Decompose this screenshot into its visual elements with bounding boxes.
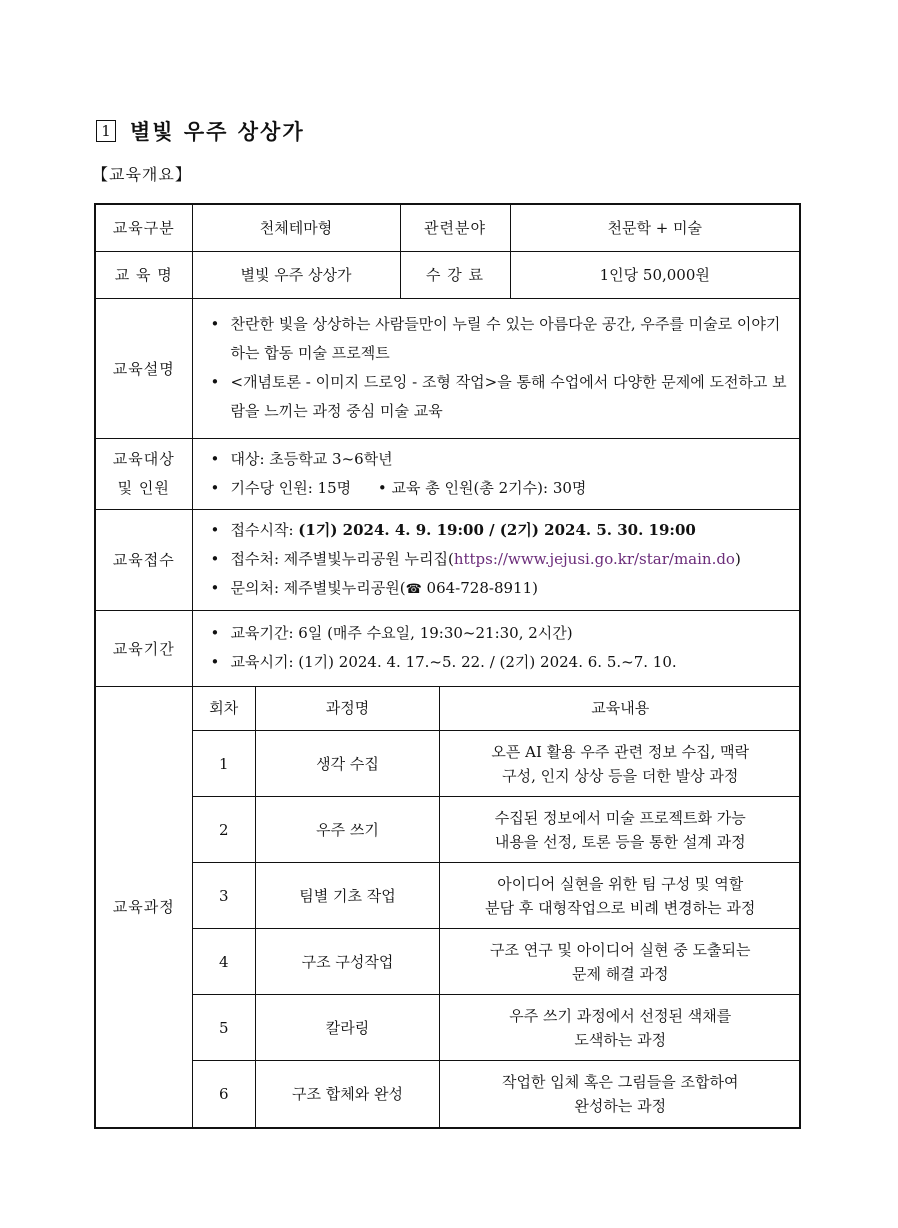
row-registration	[95, 509, 800, 610]
row-category	[95, 204, 800, 251]
category-value: 천체테마형	[192, 204, 400, 251]
period-schedule: • 교육시기: (1기) 2024. 4. 17.~5. 22. / (2기) 2024. 6. 5.~7. 10.	[211, 648, 788, 677]
registration-start	[211, 516, 788, 545]
course-content-line: 내용을 선정, 토론 등을 통한 설계 과정	[494, 832, 746, 851]
registration-place-prefix: 접수처: 제주별빛누리공원 누리집(	[230, 549, 454, 568]
course-content	[440, 995, 801, 1061]
table-row	[193, 797, 801, 863]
overview-table	[94, 203, 801, 1129]
target-counts	[211, 474, 788, 503]
course-content-line: 수집된 정보에서 미술 프로젝트화 가능	[494, 808, 746, 827]
registration-start-prefix: 접수시작:	[230, 520, 299, 539]
course-content-line: 분담 후 대형작업으로 비례 변경하는 과정	[485, 898, 756, 917]
period-duration: • 교육기간: 6일 (매주 수요일, 19:30~21:30, 2시간)	[211, 619, 788, 648]
row-name	[95, 251, 800, 298]
registration-place	[211, 545, 788, 574]
field-label: 관련분야	[400, 204, 510, 251]
table-row	[193, 929, 801, 995]
name-label: 교 육 명	[95, 251, 192, 298]
description-item-1: • 찬란한 빛을 상상하는 사람들만이 누릴 수 있는 아름다운 공간, 우주를 미술로 이야기하는 합동 미술 프로젝트	[211, 310, 788, 368]
course-name: 구조 합체와 완성	[256, 1061, 440, 1127]
per-cohort-count: 기수당 인원: 15명	[230, 478, 352, 497]
session-number: 5	[193, 995, 256, 1061]
session-number: 1	[193, 731, 256, 797]
registration-content	[192, 509, 800, 610]
fee-value: 1인당 50,000원	[510, 251, 800, 298]
description-item-2: • <개념토론 - 이미지 드로잉 - 조형 작업>을 통해 수업에서 다양한 문제에 도전하고 보람을 느끼는 과정 중심 미술 교육	[211, 368, 788, 426]
curriculum-header-row	[193, 687, 801, 731]
course-content-line: 도색하는 과정	[574, 1030, 667, 1049]
course-content-line: 우주 쓰기 과정에서 선정된 색채를	[509, 1006, 732, 1025]
period-content	[192, 610, 800, 686]
program-title: 별빛 우주 상상가	[130, 119, 305, 144]
row-period	[95, 610, 800, 686]
header-course-name: 과정명	[256, 687, 440, 731]
registration-start-value: (1기) 2024. 4. 9. 19:00 / (2기) 2024. 5. 30. 19:00	[298, 520, 696, 539]
row-description	[95, 298, 800, 438]
description-content	[192, 298, 800, 438]
registration-contact-prefix: 문의처: 제주별빛누리공원(	[230, 578, 406, 597]
registration-place-suffix: )	[734, 549, 741, 568]
target-label-line1: 교육대상	[112, 449, 175, 468]
course-content	[440, 863, 801, 929]
course-content-line: 구성, 인지 상상 등을 더한 발상 과정	[502, 766, 739, 785]
header-content: 교육내용	[440, 687, 801, 731]
row-curriculum	[95, 686, 800, 1128]
course-content-line: 문제 해결 과정	[572, 964, 669, 983]
course-content-line: 아이디어 실현을 위한 팀 구성 및 역할	[497, 874, 744, 893]
session-number: 4	[193, 929, 256, 995]
category-label: 교육구분	[95, 204, 192, 251]
course-content-line: 오픈 AI 활용 우주 관련 정보 수집, 맥락	[491, 742, 750, 761]
target-audience: • 대상: 초등학교 3~6학년	[211, 445, 788, 474]
field-value: 천문학 + 미술	[510, 204, 800, 251]
course-content	[440, 731, 801, 797]
session-number: 3	[193, 863, 256, 929]
session-number: 6	[193, 1061, 256, 1127]
course-content	[440, 1061, 801, 1127]
section-number: 1	[96, 120, 116, 142]
course-name: 팀별 기초 작업	[256, 863, 440, 929]
course-content	[440, 929, 801, 995]
curriculum-table	[193, 687, 801, 1127]
course-name: 우주 쓰기	[256, 797, 440, 863]
page-title	[96, 117, 305, 145]
registration-contact-value: 064-728-8911)	[421, 578, 538, 597]
row-target	[95, 438, 800, 509]
course-content-line: 작업한 입체 혹은 그림들을 조합하여	[502, 1072, 739, 1091]
registration-contact	[211, 574, 788, 604]
registration-label: 교육접수	[95, 509, 192, 610]
course-name: 칼라링	[256, 995, 440, 1061]
table-row	[193, 1061, 801, 1127]
course-content-line: 완성하는 과정	[574, 1096, 667, 1115]
table-row	[193, 995, 801, 1061]
target-label-line2: 및 인원	[117, 478, 170, 497]
curriculum-label: 교육과정	[95, 686, 192, 1128]
course-content	[440, 797, 801, 863]
target-label	[95, 438, 192, 509]
registration-url-link[interactable]: https://www.jejusi.go.kr/star/main.do	[453, 549, 735, 568]
fee-label: 수 강 료	[400, 251, 510, 298]
session-number: 2	[193, 797, 256, 863]
period-label: 교육기간	[95, 610, 192, 686]
course-content-line: 구조 연구 및 아이디어 실현 중 도출되는	[490, 940, 751, 959]
curriculum-cell	[192, 686, 800, 1128]
phone-icon: ☎	[405, 581, 422, 597]
table-row	[193, 863, 801, 929]
name-value: 별빛 우주 상상가	[192, 251, 400, 298]
total-count: • 교육 총 인원(총 2기수): 30명	[378, 479, 587, 497]
course-name: 생각 수집	[256, 731, 440, 797]
header-session: 회차	[193, 687, 256, 731]
description-label: 교육설명	[95, 298, 192, 438]
table-row	[193, 731, 801, 797]
course-name: 구조 구성작업	[256, 929, 440, 995]
target-content	[192, 438, 800, 509]
section-label: 【교육개요】	[92, 165, 192, 184]
